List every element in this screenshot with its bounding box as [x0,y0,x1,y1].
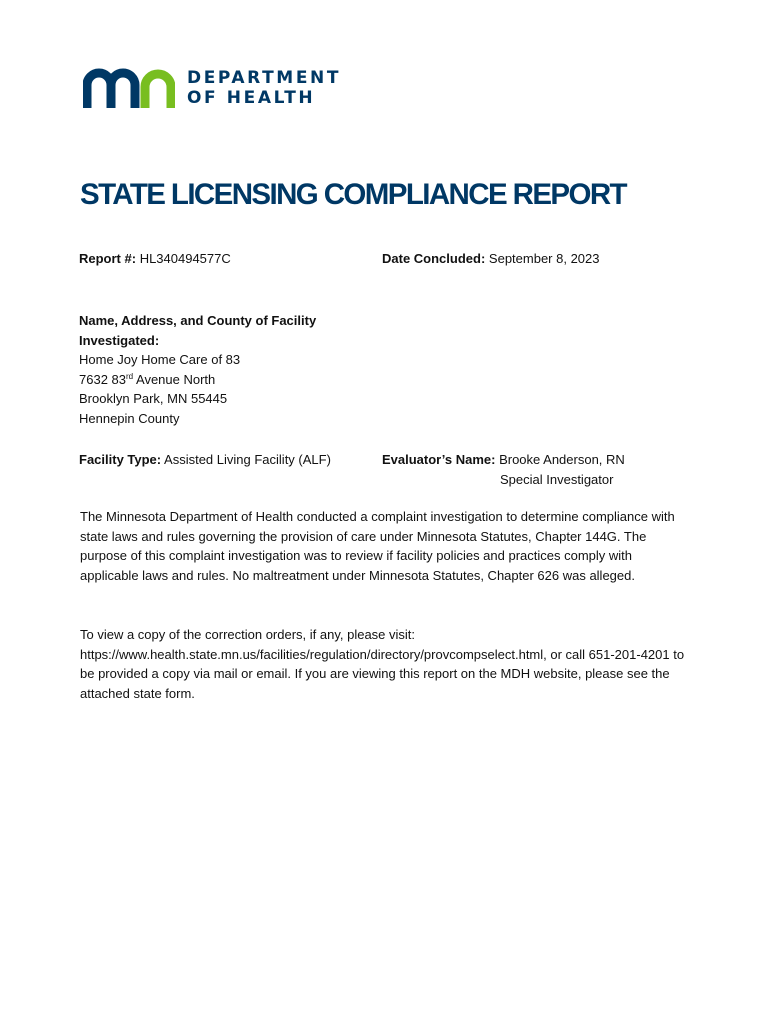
report-number-value: HL340494577C [139,251,231,266]
facility-block [79,311,316,428]
facility-county: Hennepin County [79,410,180,426]
logo-wordmark [187,68,341,108]
evaluator-name: Brooke Anderson, RN [499,452,625,467]
address-suffix: rd [126,371,134,381]
report-number-label: Report #: [79,251,137,266]
date-concluded-value: September 8, 2023 [488,251,600,266]
page-title: STATE LICENSING COMPLIANCE REPORT [80,178,626,211]
body-paragraph-1: The Minnesota Department of Health conducted a complaint investigation to determine compliance with state laws and rules governing the provision of care under Minnesota Statutes, Chapter 144G. The purpose of this complaint investigation was to review if facility policies and practices comply with applicable laws and rules. No maltreatment under Minnesota Statutes, Chapter 626 was alleged. [80,509,675,583]
address-rest: Avenue North [133,371,216,387]
facility-type-label: Facility Type: [79,452,162,467]
date-concluded [382,249,600,269]
date-concluded-label: Date Concluded: [382,251,486,266]
address-number: 7632 83 [79,371,126,387]
facility-name: Home Joy Home Care of 83 [79,352,241,367]
evaluator [382,450,625,489]
mdh-logo [83,68,341,108]
facility-city: Brooklyn Park, MN 55445 [79,391,228,406]
body-paragraph-2: To view a copy of the correction orders, if any, please visit: https://www.health.state.mn.us/facilities/regulation/directory/provcompselect.html, or call 651-201-4201 to be provided a copy via mail or email. If you are viewing this report on the MDH website, please see the attached state form. [80,627,685,701]
facility-address [79,372,215,387]
facility-type [79,450,331,470]
report-number [79,249,231,269]
facility-type-value: Assisted Living Facility (ALF) [164,452,331,467]
facility-heading-line1: Name, Address, and County of Facility [79,313,317,328]
facility-heading-line2: Investigated: [79,332,160,348]
logo-line-of-health: OF HEALTH [187,88,316,108]
evaluator-title: Special Investigator [500,471,614,487]
evaluator-label: Evaluator’s Name: [382,452,496,467]
mn-logo-mark-icon [83,68,175,108]
logo-line-department: DEPARTMENT [187,68,342,88]
